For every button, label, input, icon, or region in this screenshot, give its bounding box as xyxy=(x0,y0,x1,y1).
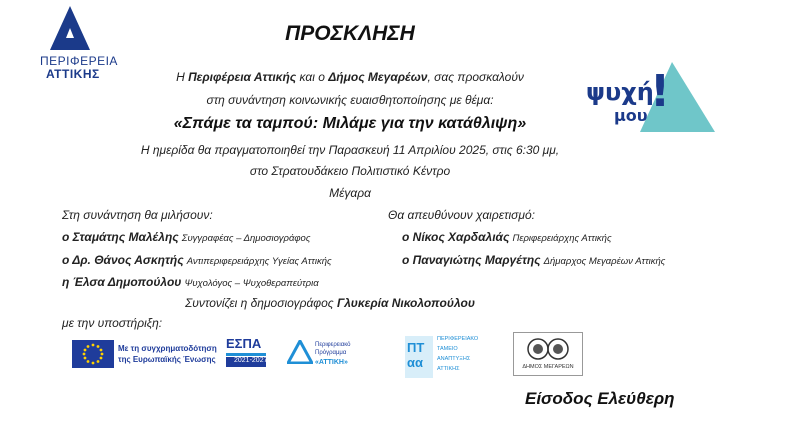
moderator-text: Συντονίζει η δημοσιογράφος xyxy=(185,296,337,310)
eu-funding-logo xyxy=(72,338,222,370)
event-venue: στο Στρατουδάκειο Πολιτιστικό Κέντρο xyxy=(249,164,451,178)
greeting-prefix: ο xyxy=(402,230,413,244)
development-fund-line4: ΑΤΤΙΚΗΣ xyxy=(437,366,460,372)
greeting-name: Νίκος Χαρδαλιάς xyxy=(412,230,510,244)
eu-text-line1: Με τη συγχρηματοδότηση xyxy=(118,344,217,353)
greetings-heading: Θα απευθύνουν χαιρετισμό: xyxy=(388,208,535,222)
eu-text-line2: της Ευρωπαϊκής Ένωσης xyxy=(118,355,216,364)
development-fund-line3: ΑΝΑΠΤΥΞΗΣ xyxy=(437,356,471,362)
development-fund-letters: ΠΤ αα xyxy=(407,340,425,370)
espa-logo xyxy=(222,336,272,372)
region-logo-line2: ΑΤΤΙΚΗΣ xyxy=(46,67,100,81)
intro-text: Η xyxy=(176,70,189,84)
event-slogan: «Σπάμε τα ταμπού: Μιλάμε για την κατάθλιψη» xyxy=(173,115,527,132)
speakers-heading: Στη συνάντηση θα μιλήσουν: xyxy=(62,208,213,222)
campaign-logo-exclamation: ! xyxy=(650,66,671,117)
development-fund-line1: ΠΕΡΙΦΕΡΕΙΑΚΟ xyxy=(437,336,479,342)
speaker-name: Έλσα Δημοπούλου xyxy=(72,275,182,289)
page-title: ΠΡΟΣΚΛΗΣΗ xyxy=(285,22,415,45)
free-entry-notice: Είσοδος Ελεύθερη xyxy=(525,389,675,408)
campaign-logo-word2: μου xyxy=(614,106,648,125)
greeting-prefix: ο xyxy=(402,253,413,267)
moderator-name: Γλυκερία Νικολοπούλου xyxy=(336,296,475,310)
speaker-name: Σταμάτης Μαλέλης xyxy=(72,230,179,244)
event-city: Μέγαρα xyxy=(329,186,371,200)
speaker-prefix: η xyxy=(62,275,73,289)
speaker-role: Συγγραφέας – Δημοσιογράφος xyxy=(181,233,311,244)
speaker-prefix: ο xyxy=(62,253,73,267)
greeting-role: Περιφερειάρχης Αττικής xyxy=(512,233,612,244)
speaker-role: Αντιπεριφερειάρχης Υγείας Αττικής xyxy=(186,256,332,267)
speaker-role: Ψυχολόγος – Ψυχοθεραπεύτρια xyxy=(184,278,319,289)
regional-programme-line3: «ΑΤΤΙΚΗ» xyxy=(315,359,348,366)
municipality-name: ΔΗΜΟΣ ΜΕΓΑΡΕΩΝ xyxy=(522,364,574,370)
intro-text: και ο xyxy=(296,70,329,84)
regional-programme-triangle-icon xyxy=(287,340,313,364)
municipality-logo xyxy=(513,332,583,376)
speaker-item xyxy=(62,275,319,289)
intro-municipality: Δήμος Μεγαρέων xyxy=(328,70,428,84)
speaker-item xyxy=(62,253,332,267)
campaign-logo xyxy=(580,62,715,140)
event-date: Η ημερίδα θα πραγματοποιηθεί την Παρασκευή 11 Απριλίου 2025, στις 6:30 μμ, xyxy=(140,143,560,157)
regional-programme-line2: Πρόγραμμα xyxy=(315,350,347,356)
support-label: με την υποστήριξη: xyxy=(62,316,163,330)
intro-text: , σας προσκαλούν xyxy=(427,70,524,84)
campaign-logo-word1: ψυχή xyxy=(586,78,654,106)
regional-programme-line1: Περιφερειακό xyxy=(315,342,351,348)
municipality-seal-icon xyxy=(514,335,582,365)
espa-years: 2021-2027 xyxy=(234,357,268,364)
speaker-prefix: ο xyxy=(62,230,73,244)
regional-programme-logo xyxy=(285,340,351,376)
development-fund-line2: ΤΑΜΕΙΟ xyxy=(437,346,458,352)
intro-line-2: στη συνάντηση κοινωνικής ευαισθητοποίησης με θέμα: xyxy=(206,93,494,107)
eu-flag-icon xyxy=(72,340,114,368)
greeting-item xyxy=(402,230,612,244)
intro-region: Περιφέρεια Αττικής xyxy=(188,70,297,84)
greeting-item xyxy=(402,253,665,267)
greeting-role: Δήμαρχος Μεγαρέων Αττικής xyxy=(543,256,666,267)
espa-title: ΕΣΠΑ xyxy=(226,336,262,351)
greeting-name: Παναγιώτης Μαργέτης xyxy=(412,253,541,267)
region-logo-line1: ΠΕΡΙΦΕΡΕΙΑ xyxy=(40,54,118,68)
development-fund-logo xyxy=(403,334,483,382)
espa-stripe xyxy=(226,353,266,356)
speaker-name: Δρ. Θάνος Ασκητής xyxy=(72,253,184,267)
moderator-line xyxy=(0,296,660,310)
speaker-item xyxy=(62,230,310,244)
